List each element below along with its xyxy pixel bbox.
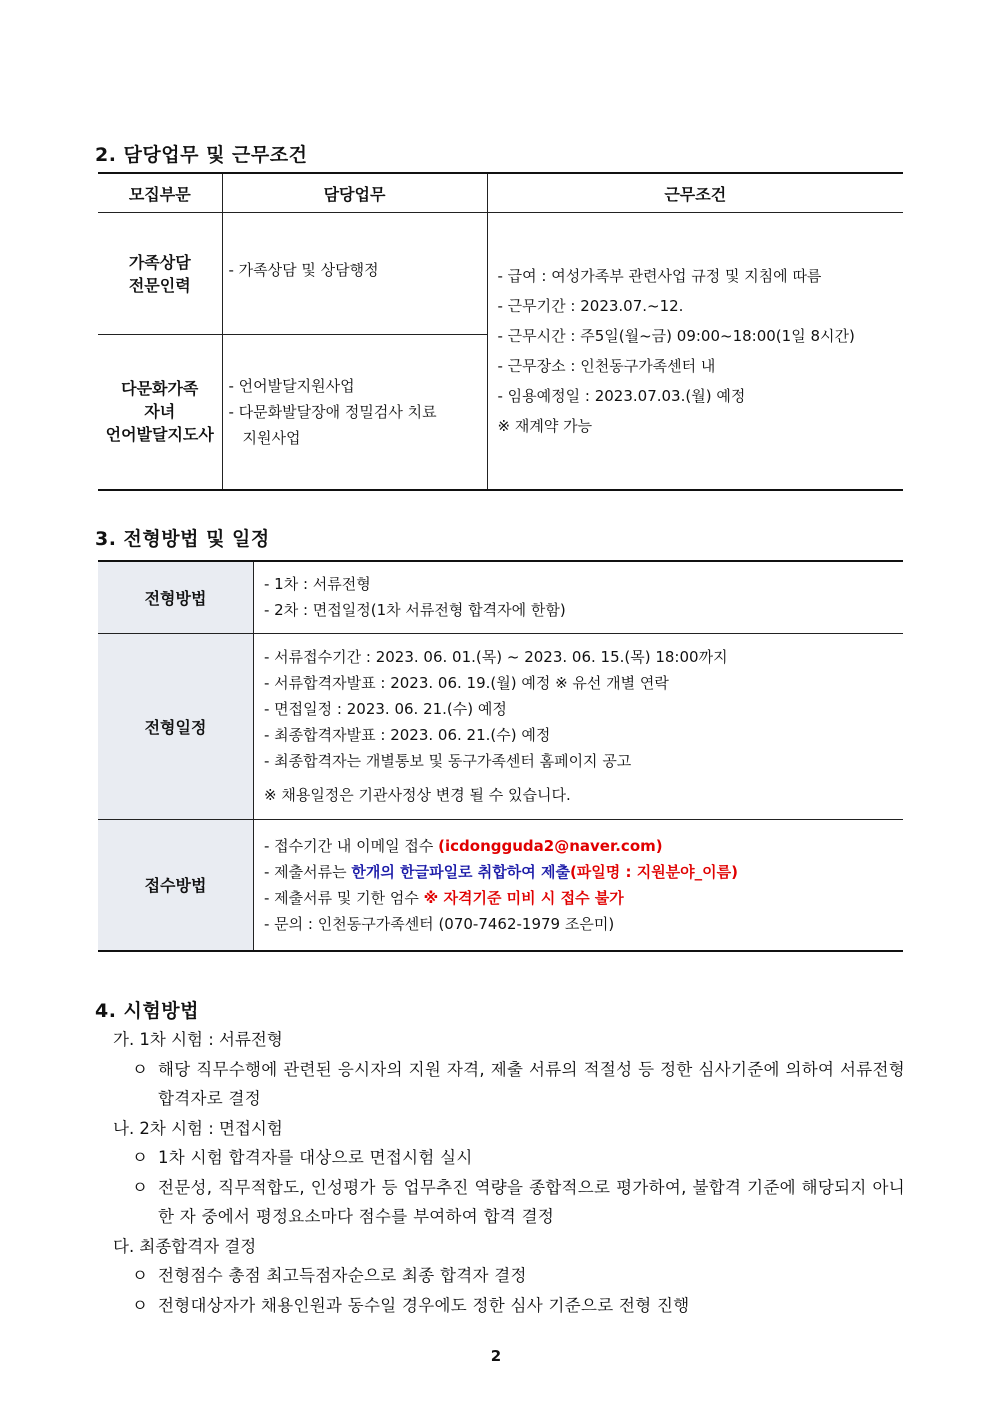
condition-line: - 급여 : 여성가족부 관련사업 규정 및 지침에 따름 bbox=[497, 266, 822, 285]
apply-label: 접수방법 bbox=[98, 819, 254, 951]
exam-a-title: 가. 1차 시험 : 서류전형 bbox=[113, 1030, 283, 1049]
apply-cell bbox=[254, 819, 904, 951]
circle-bullet-icon: ㅇ bbox=[132, 1266, 148, 1285]
list-item-text: 해당 직무수행에 관련된 응시자의 지원 자격, 제출 서류의 적절성 등 정한 심사기준에 의하여 서류전형 합격자로 결정 bbox=[158, 1059, 905, 1108]
method-label: 전형방법 bbox=[98, 561, 254, 633]
circle-bullet-icon: ㅇ bbox=[132, 1177, 148, 1197]
schedule-line: - 서류접수기간 : 2023. 06. 01.(목) ~ 2023. 06. 15.(목) 18:00까지 bbox=[264, 648, 728, 666]
apply-line: - 문의 : 인천동구가족센터 (070-7462-1979 조은미) bbox=[264, 914, 615, 933]
list-item bbox=[95, 1261, 905, 1291]
apply-line: - 접수기간 내 이메일 접수 (icdongguda2@naver.com) bbox=[264, 836, 663, 855]
method-cell bbox=[254, 561, 904, 633]
circle-bullet-icon: ㅇ bbox=[132, 1148, 148, 1167]
submission-instruction: 한개의 한글파일로 취합하여 제출 bbox=[351, 862, 570, 881]
schedule-line: - 면접일정 : 2023. 06. 21.(수) 예정 bbox=[264, 700, 507, 718]
list-item bbox=[95, 1143, 905, 1173]
table-row bbox=[98, 633, 903, 819]
list-item-text: 전형대상자가 채용인원과 동수일 경우에도 정한 심사 기준으로 전형 진행 bbox=[158, 1295, 690, 1315]
section4-heading: 4. 시험방법 bbox=[95, 1000, 199, 1022]
condition-line: - 근무기간 : 2023.07.~12. bbox=[497, 296, 684, 315]
schedule-label: 전형일정 bbox=[98, 633, 254, 819]
duty-cell bbox=[222, 213, 487, 335]
list-item-text: 1차 시험 합격자를 대상으로 면접시험 실시 bbox=[158, 1148, 473, 1167]
header-dept: 모집부문 bbox=[98, 173, 222, 213]
schedule-cell bbox=[254, 633, 904, 819]
list-item bbox=[95, 1055, 905, 1114]
dept-line: 가족상담 bbox=[128, 252, 191, 272]
exam-c-title: 다. 최종합격자 결정 bbox=[113, 1236, 257, 1256]
condition-line: - 근무시간 : 주5일(월~금) 09:00~18:00(1일 8시간) bbox=[497, 326, 855, 345]
condition-line: ※ 재계약 가능 bbox=[497, 416, 593, 435]
duty-line: - 다문화발달장애 정밀검사 치료 bbox=[228, 402, 437, 421]
conditions-cell bbox=[487, 213, 903, 490]
duty-cell bbox=[222, 335, 487, 490]
section3-heading: 3. 전형방법 및 일정 bbox=[95, 528, 270, 550]
header-conditions: 근무조건 bbox=[487, 173, 903, 213]
duty-line: 지원사업 bbox=[242, 428, 301, 447]
condition-line: - 임용예정일 : 2023.07.03.(월) 예정 bbox=[497, 386, 746, 405]
method-line: - 1차 : 서류전형 bbox=[264, 575, 371, 594]
circle-bullet-icon: ㅇ bbox=[132, 1295, 148, 1315]
condition-line: - 근무장소 : 인천동구가족센터 내 bbox=[497, 356, 716, 375]
list-item-text: 전문성, 직무적합도, 인성평가 등 업무추진 역량을 종합적으로 평가하여, 불합격 기준에 해당되지 아니한 자 중에서 평정요소마다 점수를 부여하여 합격 결정 bbox=[158, 1177, 905, 1226]
dept-line: 전문인력 bbox=[128, 275, 191, 295]
exam-method-body bbox=[95, 1025, 905, 1320]
selection-table bbox=[98, 560, 903, 952]
list-item bbox=[95, 1173, 905, 1232]
dept-cell bbox=[98, 335, 222, 490]
dept-cell bbox=[98, 213, 222, 335]
schedule-line: - 서류합격자발표 : 2023. 06. 19.(월) 예정 ※ 유선 개별 연락 bbox=[264, 674, 669, 692]
duties-table bbox=[98, 172, 903, 491]
table-row bbox=[98, 213, 903, 335]
schedule-note: ※ 채용일정은 기관사정상 변경 될 수 있습니다. bbox=[264, 786, 571, 804]
table-row bbox=[98, 819, 903, 951]
list-item-text: 전형점수 총점 최고득점자순으로 최종 합격자 결정 bbox=[158, 1266, 527, 1285]
email-address[interactable]: (icdongguda2@naver.com) bbox=[438, 836, 663, 855]
duty-line: - 가족상담 및 상담행정 bbox=[228, 261, 379, 279]
circle-bullet-icon: ㅇ bbox=[132, 1059, 148, 1079]
schedule-line: - 최종합격자발표 : 2023. 06. 21.(수) 예정 bbox=[264, 726, 551, 744]
warning-text: ※ 자격기준 미비 시 접수 불가 bbox=[423, 888, 624, 907]
apply-line: - 제출서류는 한개의 한글파일로 취합하여 제출(파일명 : 지원분야_이름) bbox=[264, 862, 739, 881]
filename-format: (파일명 : 지원분야_이름) bbox=[569, 862, 739, 881]
header-duty: 담당업무 bbox=[222, 173, 487, 213]
page-number: 2 bbox=[490, 1347, 502, 1365]
dept-line: 자녀 bbox=[144, 402, 176, 422]
apply-line: - 제출서류 및 기한 엄수 ※ 자격기준 미비 시 접수 불가 bbox=[264, 888, 624, 907]
method-line: - 2차 : 면접일정(1차 서류전형 합격자에 한함) bbox=[264, 601, 566, 620]
duty-line: - 언어발달지원사업 bbox=[228, 376, 355, 395]
table-row bbox=[98, 561, 903, 633]
schedule-line: - 최종합격자는 개별통보 및 동구가족센터 홈페이지 공고 bbox=[264, 752, 632, 770]
exam-b-title: 나. 2차 시험 : 면접시험 bbox=[113, 1118, 283, 1138]
list-item bbox=[95, 1291, 905, 1321]
dept-line: 다문화가족 bbox=[121, 379, 199, 399]
duties-table-header bbox=[98, 173, 903, 213]
dept-line: 언어발달지도사 bbox=[105, 425, 214, 445]
section2-heading: 2. 담당업무 및 근무조건 bbox=[95, 144, 308, 166]
